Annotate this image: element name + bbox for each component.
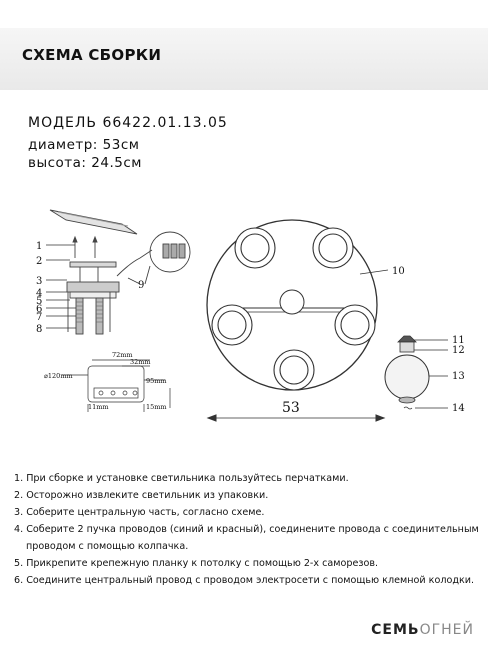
dim-95: 95mm [146,377,167,385]
callout-10: 10 [392,266,405,277]
instruction-list [14,470,479,589]
dim-72: 72mm [112,351,133,359]
dimension-53: 53 [282,400,300,416]
model-number: МОДЕЛЬ 66422.01.13.05 [28,115,228,131]
dim-15: 15mm [146,403,167,411]
instruction-item: 1. При сборке и установке светильника пользуйтесь перчатками. [14,473,349,484]
callout-14: 14 [452,403,465,414]
brand-bold: СЕМЬ [371,622,420,638]
callout-4: 4 [36,288,43,299]
brand-light: ОГНЕЙ [419,622,474,638]
instruction-item: 6. Соедините центральный провод с проводом электросети с помощью клемной колодки. [14,575,475,586]
instruction-item: 2. Осторожно извлеките светильник из упаковки. [14,490,269,501]
callout-13: 13 [452,371,465,382]
callout-3: 3 [36,276,43,287]
brand-logo [371,622,474,638]
page-title: СХЕМА СБОРКИ [22,46,162,64]
callout-5: 5 [36,296,43,307]
callout-11: 11 [452,335,465,346]
top-view [207,220,388,421]
instruction-item-continued: проводом с помощью колпачка. [26,541,189,552]
shade-detail [385,336,448,409]
exploded-view [50,210,190,334]
callout-7: 7 [36,312,43,323]
height-spec: высота: 24.5см [28,155,142,171]
dim-32: 32mm [130,358,151,366]
callout-12: 12 [452,345,465,356]
dim-11: 11mm [88,403,109,411]
assembly-diagram [0,196,488,466]
instruction-item: 3. Соберите центральную часть, согласно схеме. [14,507,265,518]
callout-8: 8 [36,324,43,335]
right-callout-numbers [452,335,465,414]
callout-1: 1 [36,241,43,252]
diameter-spec: диаметр: 53см [28,137,140,153]
instruction-item: 5. Прикрепите крепежную планку к потолку с помощью 2-х саморезов. [14,558,379,569]
dim-120: ⌀120mm [44,372,73,380]
callout-9: 9 [138,280,145,291]
instruction-item: 4. Соберите 2 пучка проводов (синий и красный), соединените провода с соединительным [14,524,479,535]
callout-6: 6 [36,304,43,315]
callout-2: 2 [36,256,43,267]
